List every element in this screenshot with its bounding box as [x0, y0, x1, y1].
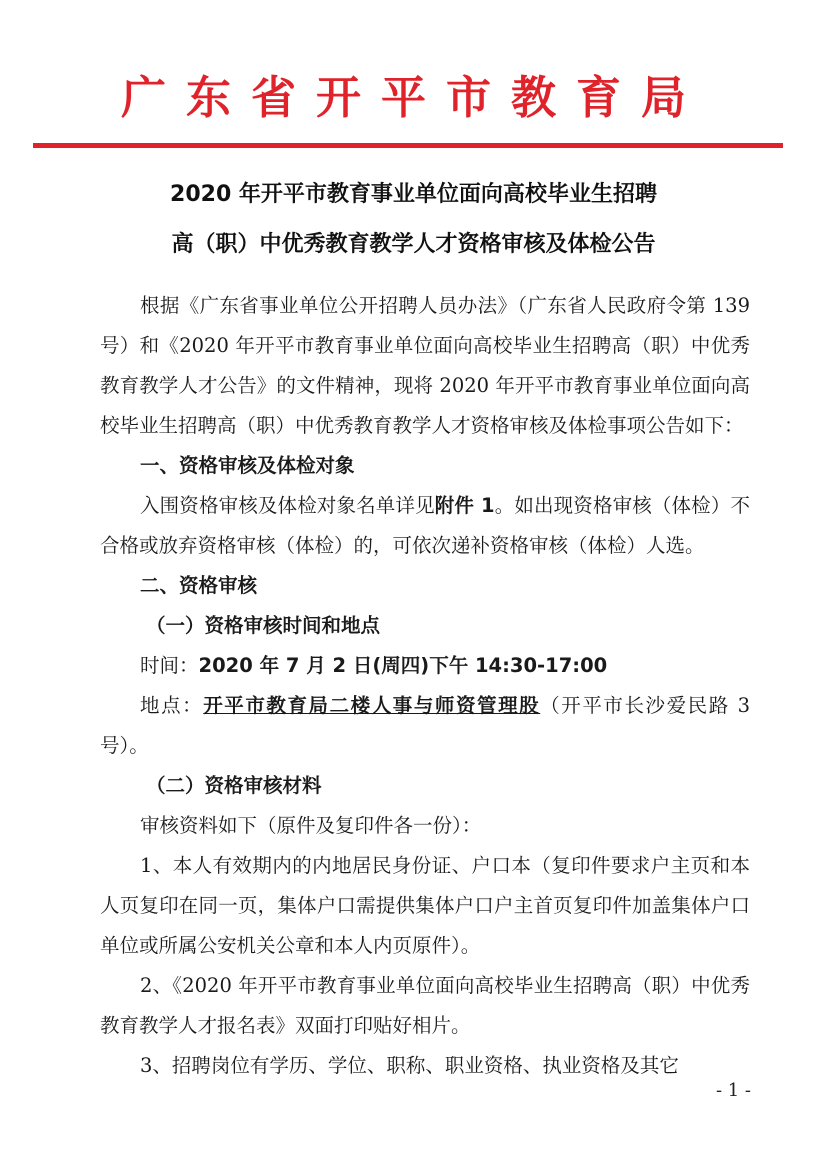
section-1-text-pre: 入围资格审核及体检对象名单详见 — [140, 494, 435, 517]
masthead-red-rule — [33, 143, 783, 148]
document-body — [100, 286, 750, 1086]
material-item-3: 3、招聘岗位有学历、学位、职称、职业资格、执业资格及其它 — [140, 1054, 679, 1077]
time-value: 2020 年 7 月 2 日(周四)下午 14:30-17:00 — [198, 654, 608, 677]
section-1-paragraph — [100, 486, 750, 566]
place-value: 开平市教育局二楼人事与师资管理股 — [203, 694, 541, 717]
time-label: 时间： — [140, 654, 199, 677]
subsection-1-heading: （一）资格审核时间和地点 — [146, 614, 381, 637]
attachment-reference: 附件 1 — [434, 494, 495, 517]
document-title-line-1: 2020 年开平市教育事业单位面向高校毕业生招聘 — [170, 182, 657, 207]
subsection-2-heading: （二）资格审核材料 — [146, 774, 322, 797]
section-1-text-post: 。如出现资格审核（体检）不合格或放弃资格审核（体检）的，可依次递补资格审核（体检）人选。 — [100, 494, 750, 557]
material-item-1: 1、本人有效期内的内地居民身份证、户口本（复印件要求户主页和本人页复印在同一页，集体户口需提供集体户口户主首页复印件加盖集体户口单位或所属公安机关公章和本人内页原件）。 — [100, 854, 750, 957]
section-2-heading: 二、资格审核 — [140, 574, 258, 597]
page-number: - 1 - — [715, 1080, 751, 1101]
place-address: （开平市长沙爱民路 3 号）。 — [100, 694, 750, 757]
section-1-heading: 一、资格审核及体检对象 — [140, 454, 355, 477]
place-line — [100, 686, 750, 766]
materials-intro: 审核资料如下（原件及复印件各一份）： — [140, 814, 482, 837]
intro-paragraph: 根据《广东省事业单位公开招聘人员办法》（广东省人民政府令第 139 号）和《2020 年开平市教育事业单位面向高校毕业生招聘高（职）中优秀教育教学人才公告》的文件精神，现将 2020 年开平市教育事业单位面向高校毕业生招聘高（职）中优秀教育教学人才资格审核及体检事项公告如下： — [100, 294, 750, 437]
place-label: 地点： — [140, 694, 204, 717]
document-title-line-2: 高（职）中优秀教育教学人才资格审核及体检公告 — [171, 232, 656, 257]
issuer-masthead: 广东省开平市教育局 — [120, 71, 706, 124]
time-line — [100, 646, 750, 686]
material-item-2: 2、《2020 年开平市教育事业单位面向高校毕业生招聘高（职）中优秀教育教学人才报名表》双面打印贴好相片。 — [100, 974, 750, 1037]
